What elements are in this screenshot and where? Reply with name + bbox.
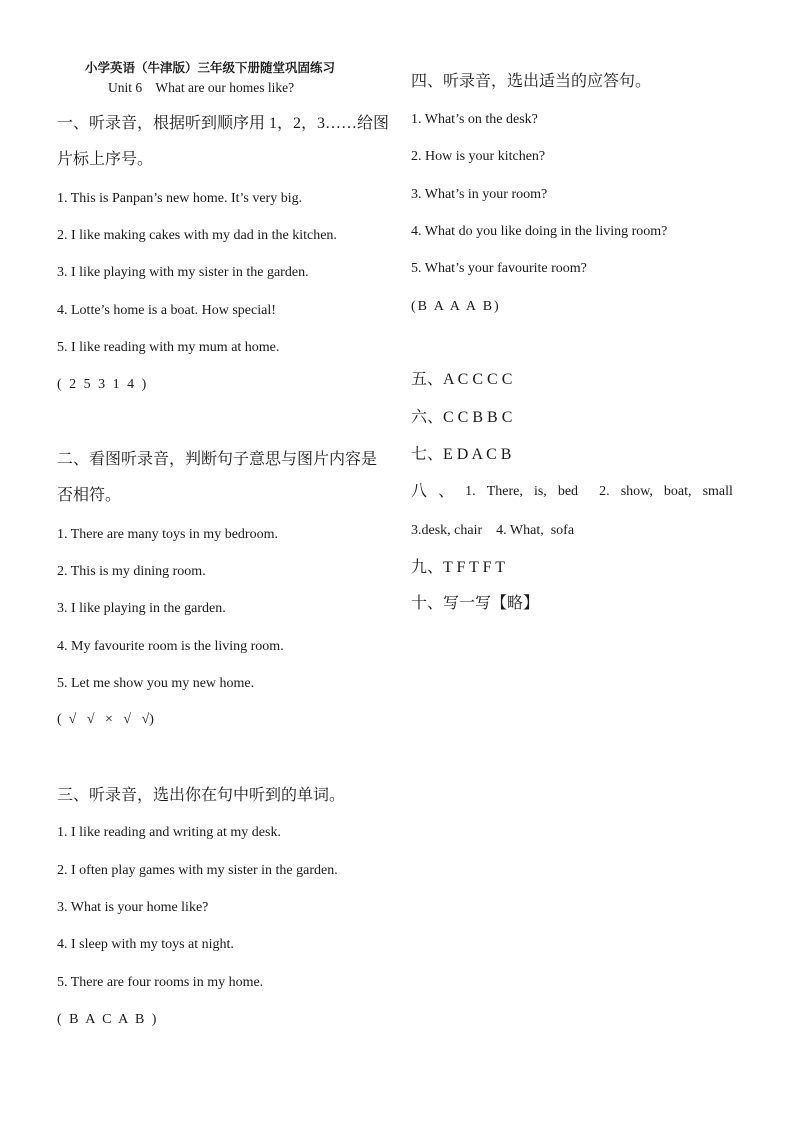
section8-line2: 3.desk, chair 4. What, sofa — [411, 523, 575, 538]
section8-part: 1. — [465, 484, 476, 499]
section1-answer: ( 2 5 3 1 4 ) — [57, 377, 149, 392]
section4-answer: (B A A A B) — [411, 299, 501, 314]
section3-heading: 三、听录音，选出你在句中听到的单词。 — [57, 787, 346, 804]
section4-item-1: 1. What’s on the desk? — [411, 112, 538, 127]
section1-item-2: 2. I like making cakes with my dad in the kitchen. — [57, 228, 337, 243]
section10-answer: 十、写一写【略】 — [411, 595, 540, 612]
section2-answer: ( √ √ × √ √) — [57, 712, 154, 727]
section2-item-5: 5. Let me show you my new home. — [57, 676, 255, 691]
section4-item-3: 3. What’s in your room? — [411, 187, 548, 202]
section8-part: is, — [533, 484, 547, 499]
section8-part: 2. — [599, 484, 610, 499]
section3-answer: ( B A C A B ) — [57, 1012, 159, 1027]
section3-item-5: 5. There are four rooms in my home. — [57, 975, 264, 990]
section2-heading-line2: 否相符。 — [57, 487, 122, 504]
section8-part: There, — [486, 484, 523, 499]
section4-item-2: 2. How is your kitchen? — [411, 149, 546, 164]
section1-item-3: 3. I like playing with my sister in the garden. — [57, 265, 309, 280]
section1-item-4: 4. Lotte’s home is a boat. How special! — [57, 303, 276, 318]
doc-subtitle: Unit 6 What are our homes like? — [108, 80, 295, 95]
section5-answer: 五、A C C C C — [411, 371, 513, 388]
section8-part: 八 — [411, 483, 428, 500]
section2-item-2: 2. This is my dining room. — [57, 564, 206, 579]
section8-line1 — [411, 482, 733, 502]
section8-part: show, — [620, 484, 653, 499]
section3-item-3: 3. What is your home like? — [57, 900, 209, 915]
section7-answer: 七、E D A C B — [411, 446, 512, 463]
section3-item-2: 2. I often play games with my sister in the garden. — [57, 863, 338, 878]
doc-title: 小学英语（牛津版）三年级下册随堂巩固练习 — [85, 61, 336, 75]
section3-item-4: 4. I sleep with my toys at night. — [57, 937, 234, 952]
section3-item-1: 1. I like reading and writing at my desk. — [57, 825, 281, 840]
section4-item-4: 4. What do you like doing in the living room? — [411, 224, 668, 239]
section8-part: 、 — [438, 483, 455, 500]
section8-part: small — [702, 484, 733, 499]
section8-part: boat, — [663, 484, 692, 499]
section2-heading-line1: 二、看图听录音，判断句子意思与图片内容是 — [57, 451, 378, 468]
section2-item-3: 3. I like playing in the garden. — [57, 601, 226, 616]
section1-heading-line2: 片标上序号。 — [57, 151, 154, 168]
section4-item-5: 5. What’s your favourite room? — [411, 261, 587, 276]
section9-answer: 九、T F T F T — [411, 559, 505, 576]
section2-item-4: 4. My favourite room is the living room. — [57, 639, 284, 654]
section8-part: bed — [557, 484, 579, 499]
section1-heading-line1: 一、听录音，根据听到顺序用 1，2，3……给图 — [57, 115, 390, 132]
section6-answer: 六、C C B B C — [411, 409, 513, 426]
section1-item-1: 1. This is Panpan’s new home. It’s very big. — [57, 191, 303, 206]
section2-item-1: 1. There are many toys in my bedroom. — [57, 527, 278, 542]
section1-item-5: 5. I like reading with my mum at home. — [57, 340, 280, 355]
section4-heading: 四、听录音，选出适当的应答句。 — [411, 73, 652, 90]
